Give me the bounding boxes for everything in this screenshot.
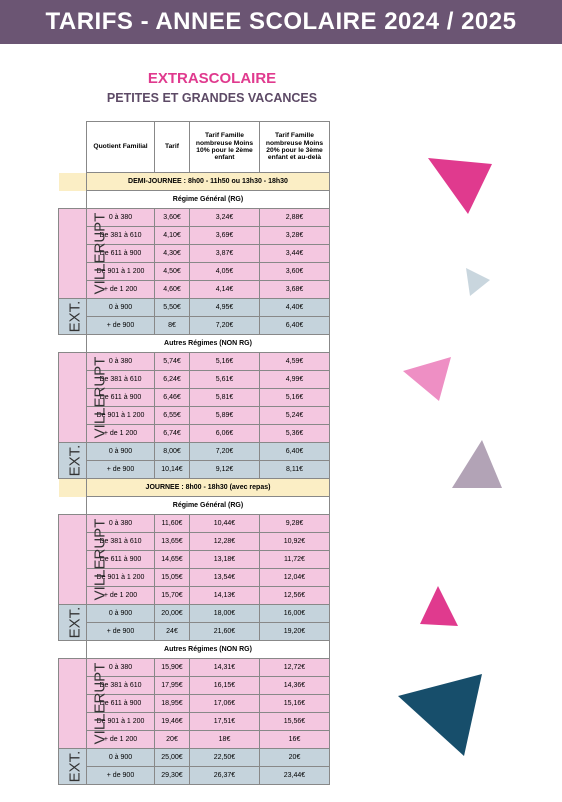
table-cell: De 901 à 1 200 (87, 407, 155, 425)
regime-title: Régime Général (RG) (87, 191, 330, 209)
zone-label-text: EXT. (66, 606, 84, 639)
table-cell: 5,36€ (260, 425, 330, 443)
table-cell: 8,11€ (260, 461, 330, 479)
table-cell: 4,59€ (260, 353, 330, 371)
table-cell: 4,99€ (260, 371, 330, 389)
zone-label-text: VILLERUPT (91, 662, 109, 745)
table-cell: 0 à 380 (87, 515, 155, 533)
regime-blank (59, 641, 87, 659)
table-row (59, 461, 330, 479)
table-cell: 23,44€ (260, 767, 330, 785)
table-cell: + de 900 (87, 767, 155, 785)
table-cell: 8€ (155, 317, 190, 335)
table-cell: 5,50€ (155, 299, 190, 317)
table-row (59, 515, 330, 533)
table-cell: 14,36€ (260, 677, 330, 695)
table-cell: De 381 à 610 (87, 533, 155, 551)
regime-title-row (59, 191, 330, 209)
table-cell: 3,87€ (190, 245, 260, 263)
table-cell: De 381 à 610 (87, 371, 155, 389)
table-cell: 17,51€ (190, 713, 260, 731)
column-header: Tarif Famille nombreuse Moins 20% pour le 3ème enfant et au-delà (260, 122, 330, 173)
regime-title: Autres Régimes (NON RG) (87, 335, 330, 353)
table-cell: 4,40€ (260, 299, 330, 317)
zone-label (59, 605, 87, 641)
zone-label (59, 443, 87, 479)
table-cell: 14,13€ (190, 587, 260, 605)
table-row (59, 317, 330, 335)
section-title: DEMI-JOURNEE : 8h00 - 11h50 ou 13h30 - 18h30 (87, 173, 330, 191)
table-cell: De 901 à 1 200 (87, 263, 155, 281)
table-cell: 6,46€ (155, 389, 190, 407)
light-pink-triangle-decoration (403, 357, 453, 403)
table-row (59, 605, 330, 623)
table-cell: 0 à 900 (87, 299, 155, 317)
table-cell: 8,00€ (155, 443, 190, 461)
table-cell: 25,00€ (155, 749, 190, 767)
regime-blank (59, 335, 87, 353)
table-cell: 5,24€ (260, 407, 330, 425)
table-row (59, 299, 330, 317)
table-cell: + de 1 200 (87, 587, 155, 605)
grey-triangle-decoration (452, 440, 504, 490)
table-cell: 15,90€ (155, 659, 190, 677)
table-cell: 5,74€ (155, 353, 190, 371)
table-cell: 18€ (190, 731, 260, 749)
section-blank (59, 479, 87, 497)
zone-label-text: EXT. (66, 750, 84, 783)
table-cell: 3,44€ (260, 245, 330, 263)
table-cell: 0 à 380 (87, 353, 155, 371)
table-cell: + de 900 (87, 623, 155, 641)
section-title: JOURNEE : 8h00 - 18h30 (avec repas) (87, 479, 330, 497)
table-cell: 15,70€ (155, 587, 190, 605)
navy-triangle-decoration (398, 674, 484, 758)
column-header: Tarif Famille nombreuse Moins 10% pour le 2ème enfant (190, 122, 260, 173)
table-cell: 4,30€ (155, 245, 190, 263)
table-cell: 3,68€ (260, 281, 330, 299)
table-cell: 18,95€ (155, 695, 190, 713)
table-cell: 9,28€ (260, 515, 330, 533)
table-cell: 0 à 900 (87, 443, 155, 461)
table-cell: 0 à 900 (87, 749, 155, 767)
zone-label-text: EXT. (66, 444, 84, 477)
zone-label (59, 353, 109, 443)
zone-label (59, 299, 87, 335)
column-header: Quotient Familial (87, 122, 155, 173)
table-cell: 24€ (155, 623, 190, 641)
table-cell: 16,15€ (190, 677, 260, 695)
table-cell: 18,00€ (190, 605, 260, 623)
table-cell: 5,16€ (190, 353, 260, 371)
table-cell: 10,14€ (155, 461, 190, 479)
table-cell: 22,50€ (190, 749, 260, 767)
table-cell: 11,60€ (155, 515, 190, 533)
table-cell: 3,60€ (155, 209, 190, 227)
section-heading: EXTRASCOLAIRE (147, 70, 277, 87)
table-cell: + de 1 200 (87, 731, 155, 749)
table-cell: 15,05€ (155, 569, 190, 587)
regime-title-row (59, 641, 330, 659)
table-cell: + de 1 200 (87, 425, 155, 443)
table-row (59, 623, 330, 641)
table-cell: De 611 à 900 (87, 695, 155, 713)
table-cell: 6,06€ (190, 425, 260, 443)
section-title-row (59, 479, 330, 497)
light-blue-triangle-decoration (464, 266, 492, 298)
table-cell: 17,95€ (155, 677, 190, 695)
regime-blank (59, 497, 87, 515)
table-cell: 4,05€ (190, 263, 260, 281)
table-cell: 5,81€ (190, 389, 260, 407)
table-cell: 4,10€ (155, 227, 190, 245)
table-cell: De 901 à 1 200 (87, 713, 155, 731)
table-cell: 12,56€ (260, 587, 330, 605)
table-cell: 20€ (155, 731, 190, 749)
table-cell: 4,50€ (155, 263, 190, 281)
zone-label (59, 515, 109, 605)
table-cell: 0 à 380 (87, 659, 155, 677)
table-cell: 16,00€ (260, 605, 330, 623)
zone-label (59, 749, 87, 785)
zone-label-text: VILLERUPT (91, 518, 109, 601)
column-header: Tarif (155, 122, 190, 173)
table-cell: 13,18€ (190, 551, 260, 569)
table-cell: 19,20€ (260, 623, 330, 641)
table-row (59, 749, 330, 767)
table-cell: De 901 à 1 200 (87, 569, 155, 587)
table-cell: 3,60€ (260, 263, 330, 281)
table-cell: 12,04€ (260, 569, 330, 587)
table-header-row (59, 122, 330, 173)
table-cell: De 611 à 900 (87, 551, 155, 569)
table-cell: + de 1 200 (87, 281, 155, 299)
section-blank (59, 173, 87, 191)
regime-title-row (59, 335, 330, 353)
table-cell: De 381 à 610 (87, 227, 155, 245)
table-cell: 0 à 900 (87, 605, 155, 623)
pricing-table (58, 121, 330, 785)
table-cell: 4,14€ (190, 281, 260, 299)
table-cell: 13,54€ (190, 569, 260, 587)
table-cell: De 611 à 900 (87, 389, 155, 407)
table-cell: 7,20€ (190, 317, 260, 335)
regime-title: Régime Général (RG) (87, 497, 330, 515)
table-cell: 26,37€ (190, 767, 260, 785)
table-cell: 15,16€ (260, 695, 330, 713)
regime-blank (59, 191, 87, 209)
table-cell: 5,16€ (260, 389, 330, 407)
table-cell: 20,00€ (155, 605, 190, 623)
table-cell: 6,40€ (260, 443, 330, 461)
table-cell: 5,89€ (190, 407, 260, 425)
table-cell: 4,60€ (155, 281, 190, 299)
table-cell: 14,31€ (190, 659, 260, 677)
table-cell: 17,06€ (190, 695, 260, 713)
table-cell: 5,61€ (190, 371, 260, 389)
table-cell: 15,56€ (260, 713, 330, 731)
table-cell: De 381 à 610 (87, 677, 155, 695)
zone-label (59, 209, 109, 299)
section-title-row (59, 173, 330, 191)
table-cell: 7,20€ (190, 443, 260, 461)
table-cell: 3,24€ (190, 209, 260, 227)
table-cell: 29,30€ (155, 767, 190, 785)
table-row (59, 443, 330, 461)
table-row (59, 353, 330, 371)
table-cell: + de 900 (87, 461, 155, 479)
table-row (59, 659, 330, 677)
table-cell: 16€ (260, 731, 330, 749)
regime-title: Autres Régimes (NON RG) (87, 641, 330, 659)
table-cell: 6,74€ (155, 425, 190, 443)
table-row (59, 209, 330, 227)
table-cell: De 611 à 900 (87, 245, 155, 263)
table-cell: + de 900 (87, 317, 155, 335)
table-cell: 6,24€ (155, 371, 190, 389)
zone-label-text: VILLERUPT (91, 356, 109, 439)
regime-title-row (59, 497, 330, 515)
table-cell: 6,55€ (155, 407, 190, 425)
table-cell: 10,92€ (260, 533, 330, 551)
table-cell: 3,69€ (190, 227, 260, 245)
table-cell: 4,95€ (190, 299, 260, 317)
table-cell: 21,60€ (190, 623, 260, 641)
page-banner: TARIFS - ANNEE SCOLAIRE 2024 / 2025 (0, 0, 562, 44)
table-cell: 11,72€ (260, 551, 330, 569)
magenta-triangle-decoration (420, 586, 460, 628)
header-blank (59, 122, 87, 173)
table-cell: 13,65€ (155, 533, 190, 551)
table-cell: 10,44€ (190, 515, 260, 533)
zone-label-text: VILLERUPT (91, 212, 109, 295)
zone-label-text: EXT. (66, 300, 84, 333)
table-row (59, 767, 330, 785)
table-cell: 19,46€ (155, 713, 190, 731)
table-cell: 12,28€ (190, 533, 260, 551)
table-cell: 0 à 380 (87, 209, 155, 227)
table-cell: 6,40€ (260, 317, 330, 335)
zone-label (59, 659, 109, 749)
table-cell: 20€ (260, 749, 330, 767)
table-cell: 3,28€ (260, 227, 330, 245)
section-subheading: PETITES ET GRANDES VACANCES (106, 91, 318, 105)
table-cell: 12,72€ (260, 659, 330, 677)
table-cell: 2,88€ (260, 209, 330, 227)
table-cell: 14,65€ (155, 551, 190, 569)
table-cell: 9,12€ (190, 461, 260, 479)
pink-triangle-decoration (428, 158, 496, 218)
